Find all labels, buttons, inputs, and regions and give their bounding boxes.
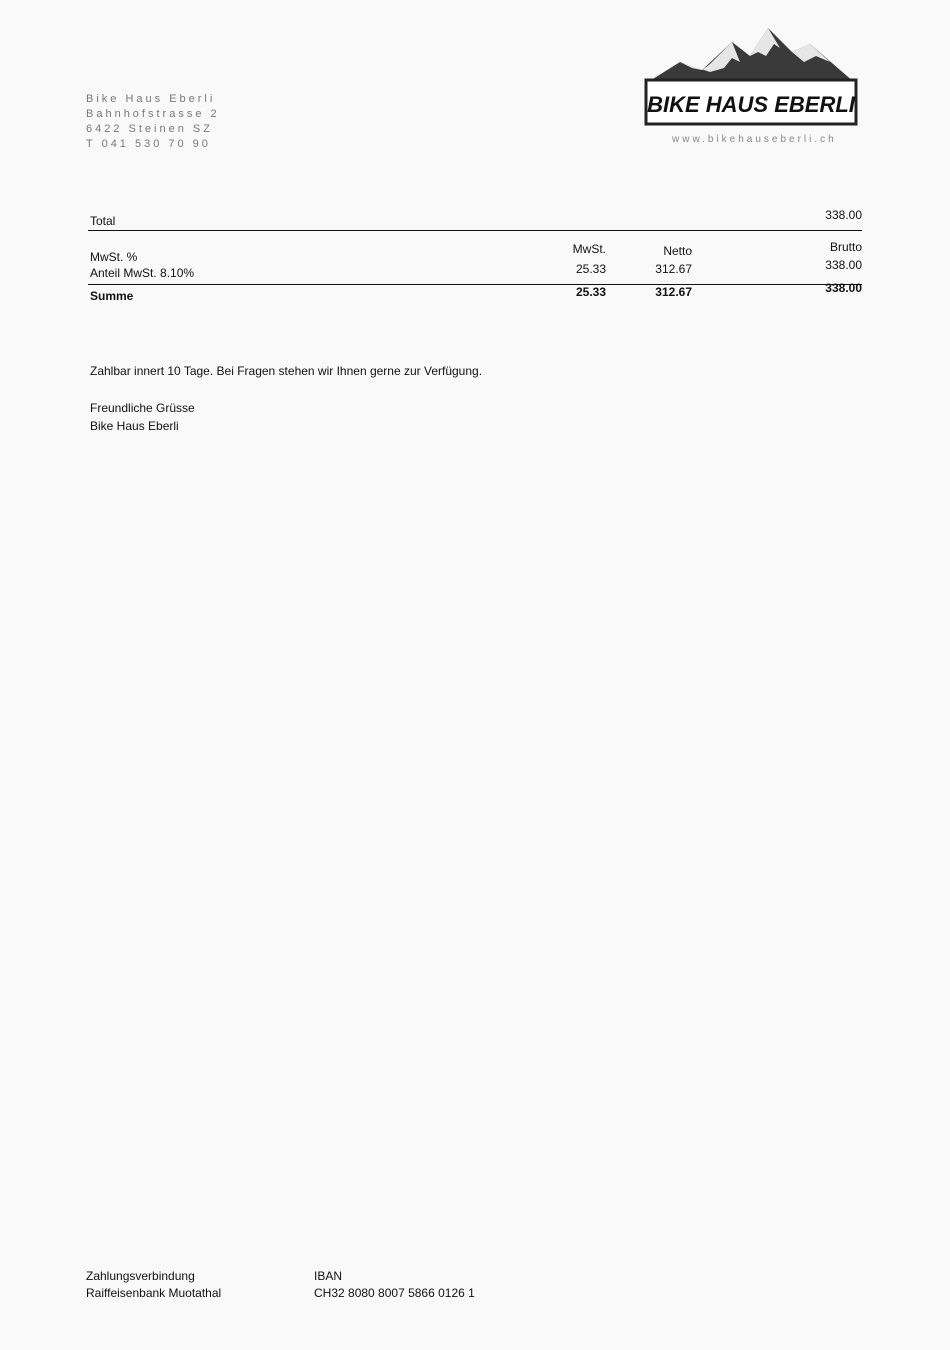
total-value: 338.00 — [825, 208, 862, 222]
logo-name: BIKE HAUS EBERLI — [647, 92, 855, 117]
iban-number: CH32 8080 8007 5866 0126 1 — [314, 1286, 475, 1300]
sender-phone: T 041 530 70 90 — [86, 138, 211, 150]
sender-address — [86, 92, 220, 152]
sum-brutto: 338.00 — [825, 281, 862, 295]
sender-name: Bike Haus Eberli — [86, 93, 216, 105]
bank-name: Raiffeisenbank Muotathal — [86, 1286, 222, 1300]
sum-netto: 312.67 — [655, 285, 692, 299]
bike-haus-eberli-logo — [640, 22, 862, 132]
col-mwst-header: MwSt. — [572, 242, 606, 256]
sum-label: Summe — [90, 289, 134, 303]
payment-note: Zahlbar innert 10 Tage. Bei Fragen stehen wir Ihnen gerne zur Verfügung. — [90, 364, 483, 378]
payment-details — [86, 1268, 221, 1302]
col-netto-header: Netto — [663, 244, 692, 258]
signature: Bike Haus Eberli — [90, 419, 179, 433]
divider-total — [88, 230, 862, 231]
website-url: www.bikehauseberli.ch — [672, 134, 837, 145]
total-label: Total — [90, 214, 116, 228]
iban-label: IBAN — [314, 1269, 343, 1283]
vat-row-mwst: 25.33 — [575, 262, 606, 276]
col-brutto-header: Brutto — [829, 240, 862, 254]
sender-street: Bahnhofstrasse 2 — [86, 108, 220, 120]
sender-city: 6422 Steinen SZ — [86, 123, 213, 135]
divider-sum — [88, 284, 862, 285]
vat-row-brutto: 338.00 — [825, 258, 862, 272]
greeting: Freundliche Grüsse — [90, 401, 195, 415]
sum-mwst: 25.33 — [575, 285, 606, 299]
payment-label: Zahlungsverbindung — [86, 1269, 195, 1283]
iban-details — [314, 1268, 475, 1302]
vat-row-netto: 312.67 — [655, 262, 692, 276]
vat-row-label: Anteil MwSt. 8.10% — [90, 266, 195, 280]
vat-rate-label: MwSt. % — [90, 250, 138, 264]
